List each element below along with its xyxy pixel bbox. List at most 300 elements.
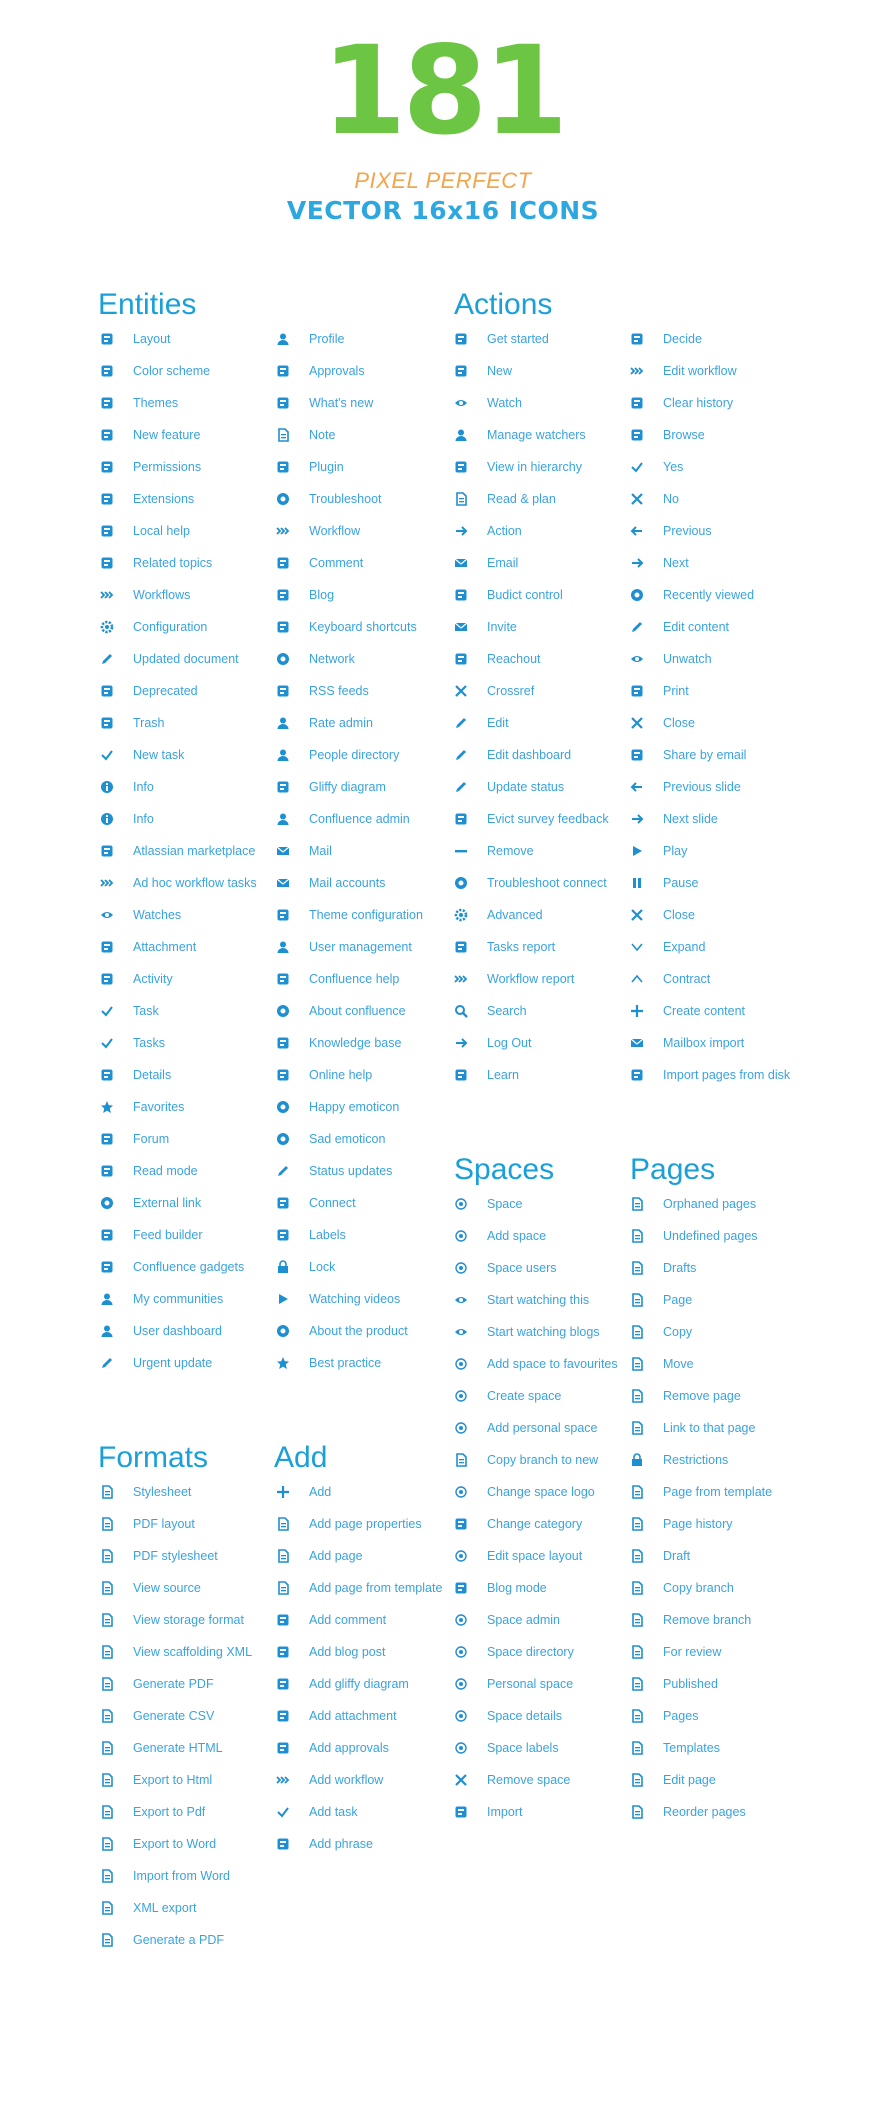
icon-list-item <box>100 419 280 451</box>
icon-label: Mail <box>309 844 332 858</box>
icon-label: Read & plan <box>487 492 556 506</box>
icon-list-item <box>454 355 634 387</box>
icon-label: Export to Html <box>133 1773 213 1787</box>
icon-list-item <box>100 579 280 611</box>
scaffolding-xml-icon <box>100 1645 114 1659</box>
share-icon <box>630 748 644 762</box>
icon-list-item <box>276 1636 456 1668</box>
icon-label: Local help <box>133 524 190 538</box>
icon-list-item <box>630 1284 810 1316</box>
icon-list-item <box>630 451 810 483</box>
icon-list-item <box>100 323 280 355</box>
icon-list-item <box>100 931 280 963</box>
icon-label: Space <box>487 1197 523 1211</box>
icon-label: Recently viewed <box>663 588 755 602</box>
templates-icon <box>630 1741 644 1755</box>
icon-label: Remove branch <box>663 1613 752 1627</box>
email-icon <box>454 556 468 570</box>
browse-icon <box>630 428 644 442</box>
icon-label: Connect <box>309 1196 356 1210</box>
workflows-icon <box>100 588 114 602</box>
actions-list-1 <box>454 323 634 1091</box>
icon-label: Page history <box>663 1517 733 1531</box>
generate-pdf-icon <box>100 1677 114 1691</box>
icon-label: Personal space <box>487 1677 574 1691</box>
print-icon <box>630 684 644 698</box>
orphaned-pages-icon <box>630 1197 644 1211</box>
icon-label: Themes <box>133 396 179 410</box>
icon-label: Troubleshoot <box>309 492 382 506</box>
watches-icon <box>100 908 114 922</box>
attachment-icon <box>100 940 114 954</box>
marketplace-icon <box>100 844 114 858</box>
mailbox-import-icon <box>630 1036 644 1050</box>
icon-label: Generate HTML <box>133 1741 223 1755</box>
icon-label: Pages <box>663 1709 699 1723</box>
icon-list-item <box>100 1668 280 1700</box>
icon-list-item <box>454 771 634 803</box>
icon-label: Watching videos <box>309 1292 401 1306</box>
icon-label: Tasks <box>133 1036 165 1050</box>
icon-list-item <box>454 515 634 547</box>
icon-list-item <box>100 835 280 867</box>
icon-list-item <box>100 1476 280 1508</box>
about-product-icon <box>276 1324 290 1338</box>
icon-label: Previous slide <box>663 780 741 794</box>
start-watching-icon <box>454 1293 468 1307</box>
decide-icon <box>630 332 644 346</box>
icon-list-item <box>454 1476 634 1508</box>
view-source-icon <box>100 1581 114 1595</box>
icon-list-item <box>454 1380 634 1412</box>
icon-list-item <box>276 1572 456 1604</box>
icon-label: Draft <box>663 1549 691 1563</box>
icon-list-item <box>276 451 456 483</box>
icon-label: Add workflow <box>309 1773 384 1787</box>
icon-list-item <box>454 451 634 483</box>
watch-icon <box>454 396 468 410</box>
icon-list-item <box>100 1219 280 1251</box>
icon-list-item <box>276 1796 456 1828</box>
copy-branch-new-icon <box>454 1453 468 1467</box>
icon-list-item <box>100 1732 280 1764</box>
icon-list-item <box>630 963 810 995</box>
icon-list-item <box>630 995 810 1027</box>
next-slide-icon <box>630 812 644 826</box>
icon-list-item <box>630 387 810 419</box>
icon-list-item <box>100 1796 280 1828</box>
icon-label: Space directory <box>487 1645 574 1659</box>
export-html-icon <box>100 1773 114 1787</box>
reachout-icon <box>454 652 468 666</box>
icon-label: Add space to favourites <box>487 1357 618 1371</box>
icon-list-item <box>100 1091 280 1123</box>
gadgets-icon <box>100 1260 114 1274</box>
icon-label: Learn <box>487 1068 519 1082</box>
icon-label: Labels <box>309 1228 346 1242</box>
icon-list-item <box>630 1764 810 1796</box>
icon-label: User management <box>309 940 412 954</box>
icon-list-item <box>276 579 456 611</box>
icon-label: Print <box>663 684 689 698</box>
task-icon <box>100 1004 114 1018</box>
subtitle: PIXEL PERFECT <box>354 168 532 193</box>
configuration-icon <box>100 620 114 634</box>
icon-label: Read mode <box>133 1164 198 1178</box>
icon-label: Rate admin <box>309 716 373 730</box>
icon-list-item <box>276 1123 456 1155</box>
page-template-icon <box>630 1485 644 1499</box>
icon-label: Start watching blogs <box>487 1325 600 1339</box>
icon-list-item <box>100 899 280 931</box>
icon-label: Close <box>663 908 695 922</box>
details-icon <box>100 1068 114 1082</box>
keyboard-icon <box>276 620 290 634</box>
network-icon <box>276 652 290 666</box>
icon-list-item <box>630 1027 810 1059</box>
import-disk-icon <box>630 1068 644 1082</box>
icon-list-item <box>454 1027 634 1059</box>
icon-label: Keyboard shortcuts <box>309 620 417 634</box>
icon-list-item <box>454 707 634 739</box>
workflow-report-icon <box>454 972 468 986</box>
icon-label: Comment <box>309 556 364 570</box>
icon-list-item <box>276 931 456 963</box>
icon-list-item <box>454 963 634 995</box>
pdf-stylesheet-icon <box>100 1549 114 1563</box>
add-page-properties-icon <box>276 1517 290 1531</box>
trash-icon <box>100 716 114 730</box>
note-icon <box>276 428 290 442</box>
add-comment-icon <box>276 1613 290 1627</box>
move-icon <box>630 1357 644 1371</box>
space-icon <box>454 1197 468 1211</box>
heading-formats: Formats <box>98 1441 209 1474</box>
search-icon <box>454 1004 468 1018</box>
add-approvals-icon <box>276 1741 290 1755</box>
icon-list-item <box>630 835 810 867</box>
icon-list-item <box>630 1700 810 1732</box>
icon-list-item <box>454 1316 634 1348</box>
permissions-icon <box>100 460 114 474</box>
confluence-help-icon <box>276 972 290 986</box>
related-topics-icon <box>100 556 114 570</box>
icon-label: Configuration <box>133 620 208 634</box>
heading-entities: Entities <box>98 288 197 321</box>
storage-format-icon <box>100 1613 114 1627</box>
icon-list-item <box>100 1924 280 1956</box>
icon-list-item <box>454 323 634 355</box>
icon-list-item <box>100 803 280 835</box>
approvals-icon <box>276 364 290 378</box>
icon-list-item <box>630 739 810 771</box>
icon-list-item <box>276 1764 456 1796</box>
xml-export-icon <box>100 1901 114 1915</box>
formats-list <box>100 1476 280 1956</box>
icon-list-item <box>454 643 634 675</box>
plugin-icon <box>276 460 290 474</box>
invite-icon <box>454 620 468 634</box>
external-link-icon <box>100 1196 114 1210</box>
info-circle-icon <box>100 780 114 794</box>
icon-label: Change space logo <box>487 1485 595 1499</box>
icon-list-item <box>100 739 280 771</box>
deprecated-icon <box>100 684 114 698</box>
icon-label: Tasks report <box>487 940 556 954</box>
icon-list-item <box>630 419 810 451</box>
create-space-icon <box>454 1389 468 1403</box>
clear-history-icon <box>630 396 644 410</box>
icon-label: Profile <box>309 332 345 346</box>
icon-list-item <box>454 1059 634 1091</box>
heading-actions: Actions <box>454 288 553 321</box>
new-task-icon <box>100 748 114 762</box>
play-circle-icon <box>276 1292 290 1306</box>
gear-icon <box>454 908 468 922</box>
icon-list-item <box>454 1668 634 1700</box>
icon-label: Add blog post <box>309 1645 386 1659</box>
icon-list-item <box>100 1347 280 1379</box>
icon-label: Edit <box>487 716 509 730</box>
icon-label: Add phrase <box>309 1837 373 1851</box>
icon-label: RSS feeds <box>309 684 369 698</box>
icon-label: Troubleshoot connect <box>487 876 607 890</box>
themes-icon <box>100 396 114 410</box>
icon-list-item <box>276 355 456 387</box>
adhoc-workflow-icon <box>100 876 114 890</box>
rss-icon <box>276 684 290 698</box>
icon-label: Layout <box>133 332 171 346</box>
tasks-report-icon <box>454 940 468 954</box>
icon-label: Confluence help <box>309 972 400 986</box>
icon-label: Add <box>309 1485 332 1499</box>
icon-label: Knowledge base <box>309 1036 402 1050</box>
heading-pages: Pages <box>630 1153 716 1186</box>
copy-icon <box>630 1325 644 1339</box>
icon-list-item <box>276 1091 456 1123</box>
add-gliffy-icon <box>276 1677 290 1691</box>
icon-list-item <box>276 1347 456 1379</box>
icon-list-item <box>454 1572 634 1604</box>
add-space-icon <box>454 1229 468 1243</box>
icon-list-item <box>100 963 280 995</box>
icon-list-item <box>276 387 456 419</box>
unwatch-icon <box>630 652 644 666</box>
icon-list-item <box>276 707 456 739</box>
icon-list-item <box>276 1155 456 1187</box>
action-icon <box>454 524 468 538</box>
hierarchy-icon <box>454 460 468 474</box>
chevron-up-icon <box>630 972 644 986</box>
icon-list-item <box>100 1572 280 1604</box>
online-help-icon <box>276 1068 290 1082</box>
icon-list-item <box>100 1764 280 1796</box>
icon-list-item <box>454 1796 634 1828</box>
icon-list-item <box>630 1604 810 1636</box>
icon-label: Remove page <box>663 1389 741 1403</box>
icon-label: Pause <box>663 876 699 890</box>
icon-list-item <box>276 1828 456 1860</box>
icon-list-item <box>454 995 634 1027</box>
user-dashboard-icon <box>100 1324 114 1338</box>
icon-label: Get started <box>487 332 549 346</box>
icon-label: Reachout <box>487 652 541 666</box>
icon-label: Reorder pages <box>663 1805 746 1819</box>
icon-list-item <box>630 1380 810 1412</box>
icon-label: PDF stylesheet <box>133 1549 218 1563</box>
icon-list-item <box>276 1027 456 1059</box>
icon-list-item <box>100 1604 280 1636</box>
icon-label: Atlassian marketplace <box>133 844 256 858</box>
icon-label: Undefined pages <box>663 1229 758 1243</box>
icon-label: Edit content <box>663 620 730 634</box>
icon-list-item <box>630 771 810 803</box>
icon-label: Import pages from disk <box>663 1068 791 1082</box>
icon-list-item <box>454 931 634 963</box>
user-management-icon <box>276 940 290 954</box>
icon-list-item <box>276 1540 456 1572</box>
icon-list-item <box>276 1476 456 1508</box>
export-word-icon <box>100 1837 114 1851</box>
profile-icon <box>276 332 290 346</box>
icon-list-item <box>630 611 810 643</box>
icon-list-item <box>454 483 634 515</box>
icon-list-item <box>276 323 456 355</box>
icon-label: Space users <box>487 1261 557 1275</box>
icon-list-item <box>630 1572 810 1604</box>
icon-list-item <box>454 867 634 899</box>
icon-label: User dashboard <box>133 1324 222 1338</box>
icon-list-item <box>454 1412 634 1444</box>
pdf-layout-icon <box>100 1517 114 1531</box>
recently-viewed-icon <box>630 588 644 602</box>
icon-list-item <box>276 1604 456 1636</box>
icon-list-item <box>454 899 634 931</box>
icon-list-item <box>630 803 810 835</box>
heading-spaces: Spaces <box>454 1153 555 1186</box>
icon-label: Add comment <box>309 1613 387 1627</box>
icon-count: 181 <box>321 20 565 162</box>
generate-a-pdf-icon <box>100 1933 114 1947</box>
icon-list-item <box>276 1508 456 1540</box>
icon-label: Next slide <box>663 812 718 826</box>
logout-icon <box>454 1036 468 1050</box>
icon-label: Space admin <box>487 1613 560 1627</box>
icon-label: Decide <box>663 332 702 346</box>
connect-icon <box>276 1196 290 1210</box>
space-layout-icon <box>454 1549 468 1563</box>
icon-list-item <box>100 867 280 899</box>
icon-label: Published <box>663 1677 718 1691</box>
icon-list-item <box>630 1796 810 1828</box>
icon-list-item <box>276 547 456 579</box>
space-labels-icon <box>454 1741 468 1755</box>
icon-label: Copy branch to new <box>487 1453 599 1467</box>
arrow-left-icon <box>630 524 644 538</box>
icon-list-item <box>630 899 810 931</box>
icon-label: My communities <box>133 1292 224 1306</box>
icon-list-item <box>454 547 634 579</box>
icon-label: Restrictions <box>663 1453 729 1467</box>
icon-label: New feature <box>133 428 201 442</box>
icon-list-item <box>100 1828 280 1860</box>
edit-workflow-icon <box>630 364 644 378</box>
icon-list-item <box>100 1187 280 1219</box>
icon-list-item <box>100 1636 280 1668</box>
icon-list-item <box>630 1636 810 1668</box>
icon-label: Forum <box>133 1132 170 1146</box>
mail-icon <box>276 844 290 858</box>
icon-list-item <box>454 1188 634 1220</box>
icon-label: Urgent update <box>133 1356 213 1370</box>
icon-label: Email <box>487 556 519 570</box>
best-practice-icon <box>276 1356 290 1370</box>
space-details-icon <box>454 1709 468 1723</box>
icon-label: Color scheme <box>133 364 211 378</box>
icon-label: Link to that page <box>663 1421 756 1435</box>
icon-list-item <box>630 1059 810 1091</box>
icon-list-item <box>276 483 456 515</box>
icon-list-item <box>630 483 810 515</box>
rate-admin-icon <box>276 716 290 730</box>
icon-label: Add attachment <box>309 1709 397 1723</box>
icon-label: Edit workflow <box>663 364 737 378</box>
info-icon <box>100 812 114 826</box>
icon-list-item <box>630 1220 810 1252</box>
icon-list-item <box>454 611 634 643</box>
icon-label: Page <box>663 1293 693 1307</box>
add-attachment-icon <box>276 1709 290 1723</box>
icon-label: Drafts <box>663 1261 697 1275</box>
new-icon <box>454 364 468 378</box>
icon-list-item <box>276 1732 456 1764</box>
icon-label: Best practice <box>309 1356 382 1370</box>
icon-label: Space details <box>487 1709 563 1723</box>
icon-label: Blog <box>309 588 335 602</box>
icon-list-item <box>454 1540 634 1572</box>
new-feature-icon <box>100 428 114 442</box>
entities-list-2 <box>276 323 456 1379</box>
tasks-icon <box>100 1036 114 1050</box>
page-icon <box>630 1293 644 1307</box>
copy-branch-icon <box>630 1581 644 1595</box>
icon-label: Edit page <box>663 1773 716 1787</box>
chevron-down-icon <box>630 940 644 954</box>
icon-label: For review <box>663 1645 722 1659</box>
icon-list-item <box>630 1316 810 1348</box>
icon-list-item <box>100 643 280 675</box>
icon-label: Budict control <box>487 588 563 602</box>
icon-list-item <box>276 643 456 675</box>
icon-list-item <box>454 739 634 771</box>
space-users-icon <box>454 1261 468 1275</box>
icon-list-item <box>630 1668 810 1700</box>
icon-label: Favorites <box>133 1100 185 1114</box>
icon-list-item <box>276 1251 456 1283</box>
icon-label: Online help <box>309 1068 373 1082</box>
icon-list-item <box>276 803 456 835</box>
icon-label: Network <box>309 652 355 666</box>
space-admin-icon <box>454 1613 468 1627</box>
edit-page-icon <box>630 1773 644 1787</box>
icon-label: Create space <box>487 1389 562 1403</box>
icon-label: Edit dashboard <box>487 748 572 762</box>
drafts-icon <box>630 1261 644 1275</box>
icon-label: Clear history <box>663 396 734 410</box>
icon-label: Workflows <box>133 588 191 602</box>
icon-label: People directory <box>309 748 400 762</box>
remove-branch-icon <box>630 1613 644 1627</box>
